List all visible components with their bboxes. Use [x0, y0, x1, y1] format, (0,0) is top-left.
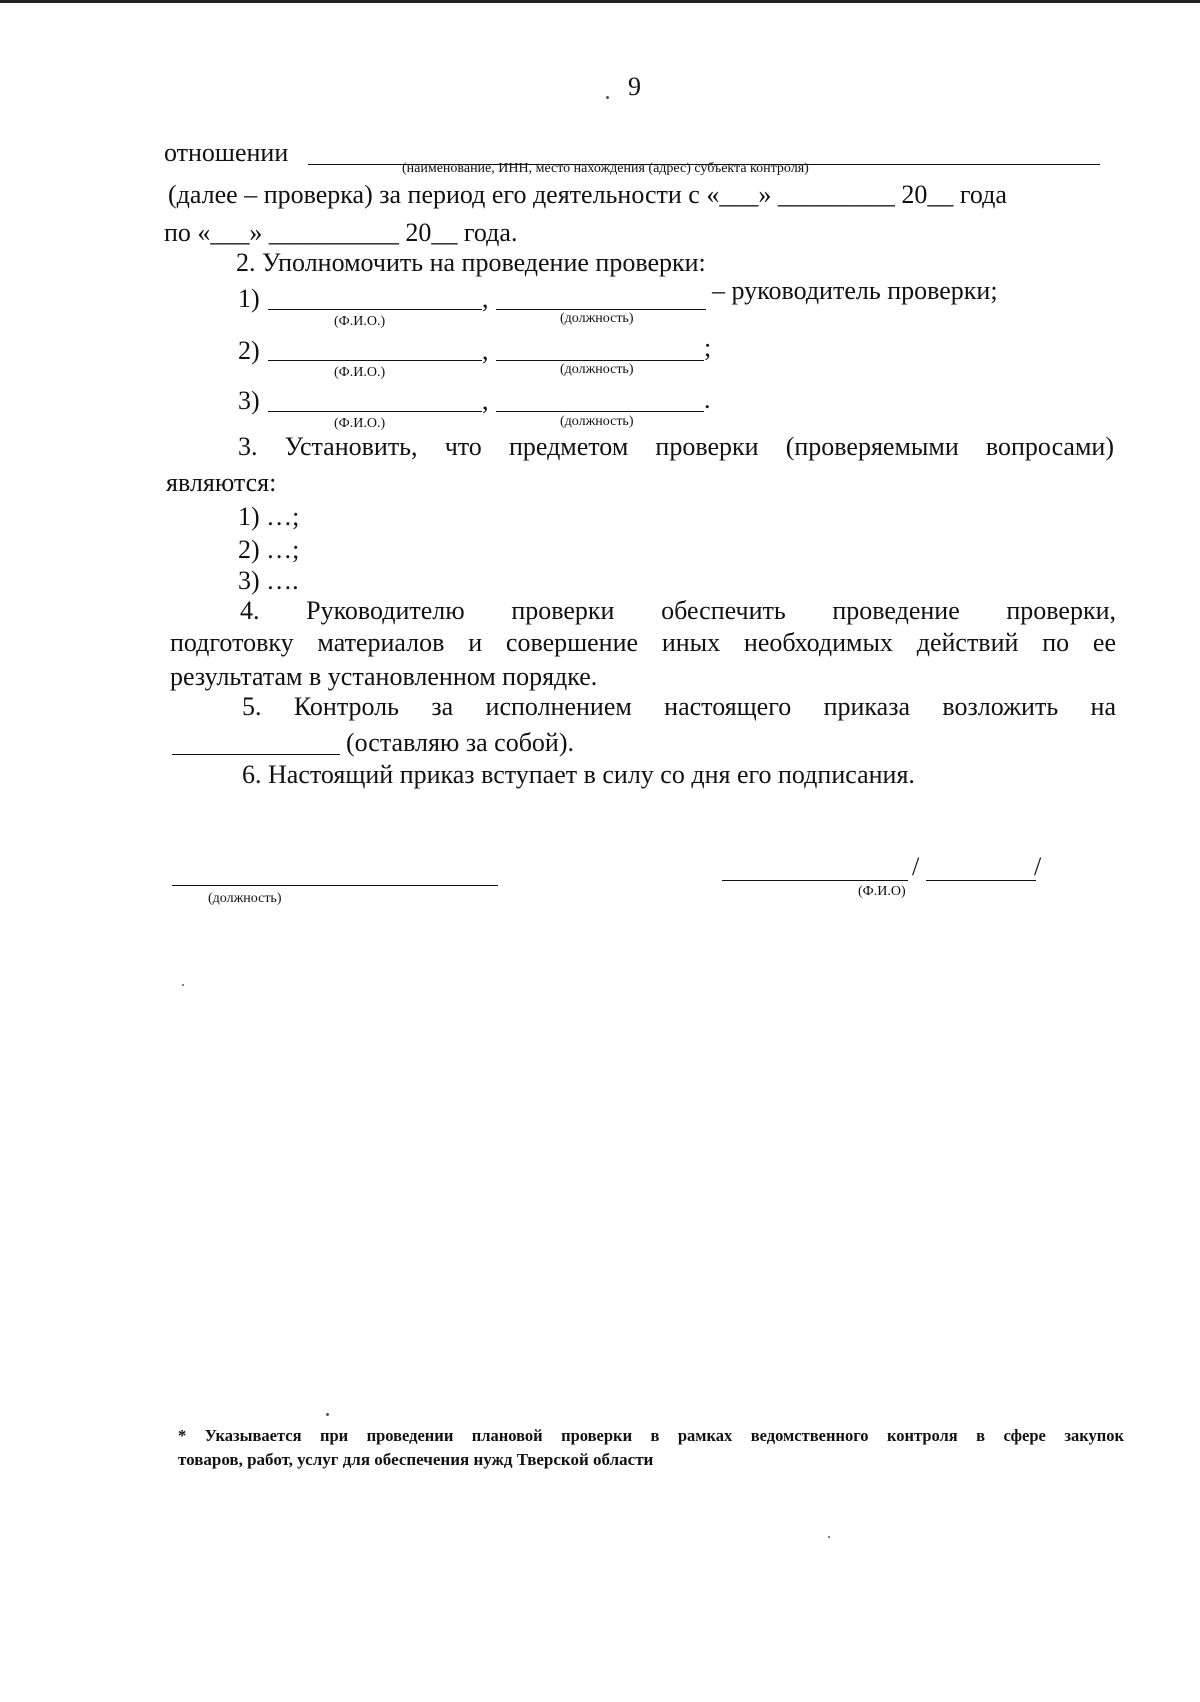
signature-position-caption: (должность)	[208, 891, 282, 906]
clause3-item-1: 1) …;	[238, 502, 300, 531]
clause2-item-1-fio-caption: (Ф.И.О.)	[334, 314, 386, 329]
period-line: (далее – проверка) за период его деятельности с «___» _________ 20__ года	[168, 180, 1007, 209]
clause6-text: 6. Настоящий приказ вступает в силу со дня его подписания.	[242, 760, 915, 789]
clause2-item-2-fio-blank	[268, 360, 482, 361]
clause2-item-1-comma: ,	[482, 284, 489, 313]
clause4-line3: результатам в установленном порядке.	[170, 662, 598, 691]
clause2-item-3-position-caption: (должность)	[560, 414, 634, 429]
clause3-item-2: 2) …;	[238, 535, 300, 564]
intro-prefix: отношении	[164, 138, 289, 167]
signature-fio-blank	[926, 880, 1036, 881]
clause2-item-1-fio-blank	[268, 309, 482, 310]
clause2-item-1-position-caption: (должность)	[560, 311, 634, 326]
signature-separator-1: /	[912, 852, 920, 881]
clause2-item-3-comma: ,	[482, 386, 489, 415]
period-end-line: по «___» __________ 20__ года.	[164, 218, 518, 247]
clause2-item-2-comma: ,	[482, 336, 489, 365]
clause2-heading: 2. Уполномочить на проведение проверки:	[236, 248, 706, 277]
clause4-line1: 4. Руководителю проверки обеспечить проведение проверки,	[240, 596, 1116, 625]
clause3-item-3: 3) ….	[238, 566, 299, 595]
clause2-item-1-num: 1)	[238, 284, 260, 313]
scan-speck	[828, 1536, 830, 1538]
clause2-item-3-position-blank	[496, 411, 704, 412]
scan-speck	[606, 96, 609, 99]
clause2-item-3-fio-caption: (Ф.И.О.)	[334, 416, 386, 431]
clause2-item-2-num: 2)	[238, 336, 260, 365]
clause2-item-3-fio-blank	[268, 411, 482, 412]
clause4-line2: подготовку материалов и совершение иных необходимых действий по ее	[170, 628, 1116, 657]
scan-speck	[182, 984, 184, 986]
clause5-assignee-blank	[172, 754, 340, 755]
signature-sign-blank	[722, 880, 908, 881]
footnote-line2: товаров, работ, услуг для обеспечения нужд Тверской области	[178, 1450, 654, 1469]
clause2-item-1-position-blank	[496, 309, 706, 310]
clause2-item-3-suffix: .	[704, 385, 711, 414]
scan-speck	[326, 1413, 329, 1416]
clause2-item-2-position-caption: (должность)	[560, 362, 634, 377]
scan-top-edge	[0, 0, 1200, 3]
clause3-text-line1: 3. Установить, что предметом проверки (проверяемыми вопросами)	[238, 432, 1114, 461]
clause2-item-3-num: 3)	[238, 386, 260, 415]
page-number: 9	[628, 72, 641, 101]
signature-position-blank	[172, 885, 498, 886]
footnote-line1: * Указывается при проведении плановой проверки в рамках ведомственного контроля в сфере закупок	[178, 1426, 1124, 1445]
clause2-item-2-fio-caption: (Ф.И.О.)	[334, 365, 386, 380]
signature-fio-caption: (Ф.И.О)	[858, 884, 906, 899]
clause3-text-line2: являются:	[166, 468, 277, 497]
clause5-line2: (оставляю за собой).	[346, 728, 575, 757]
clause2-item-2-suffix: ;	[704, 333, 712, 362]
clause2-item-1-suffix: – руководитель проверки;	[712, 276, 998, 305]
subject-caption: (наименование, ИНН, место нахождения (адрес) субъекта контроля)	[402, 161, 809, 176]
clause5-line1: 5. Контроль за исполнением настоящего приказа возложить на	[242, 692, 1116, 721]
clause2-item-2-position-blank	[496, 360, 704, 361]
signature-separator-2: /	[1034, 852, 1042, 881]
